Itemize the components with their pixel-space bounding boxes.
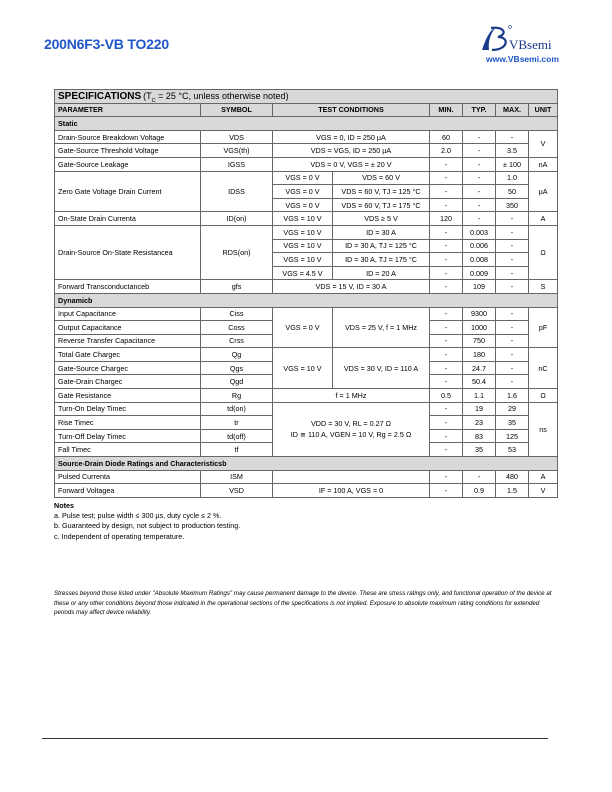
section-label: Static bbox=[55, 117, 558, 131]
section-diode bbox=[55, 457, 558, 471]
table-title-row bbox=[55, 90, 558, 104]
typ-cell: 109 bbox=[463, 280, 496, 294]
symbol-cell: gfs bbox=[201, 280, 273, 294]
condition-cell: VGS = 0 V bbox=[273, 307, 333, 348]
section-dynamic bbox=[55, 293, 558, 307]
section-static bbox=[55, 117, 558, 131]
min-cell: - bbox=[430, 334, 463, 348]
max-cell: ± 100 bbox=[496, 157, 529, 171]
condition-cell: VGS = 0 V bbox=[273, 198, 333, 212]
switching-condition-line: VDD = 30 V, RL = 0.27 Ω bbox=[311, 419, 391, 429]
max-cell: 53 bbox=[496, 443, 529, 457]
unit-cell: A bbox=[529, 470, 558, 484]
min-cell: - bbox=[430, 307, 463, 321]
typ-cell: 1000 bbox=[463, 321, 496, 335]
min-cell: - bbox=[430, 429, 463, 443]
typ-cell: - bbox=[463, 185, 496, 199]
min-cell: 120 bbox=[430, 212, 463, 226]
unit-cell: nA bbox=[529, 157, 558, 171]
max-cell: 29 bbox=[496, 402, 529, 416]
max-cell: - bbox=[496, 280, 529, 294]
condition-cell: VGS = 10 V bbox=[273, 348, 333, 389]
symbol-cell: Qgd bbox=[201, 375, 273, 389]
unit-cell: Ω bbox=[529, 225, 558, 279]
typ-cell: 35 bbox=[463, 443, 496, 457]
typ-cell: 1.1 bbox=[463, 389, 496, 403]
symbol-cell: Ciss bbox=[201, 307, 273, 321]
table-row bbox=[55, 212, 558, 226]
min-cell: - bbox=[430, 198, 463, 212]
min-cell: 2.0 bbox=[430, 144, 463, 158]
max-cell: 50 bbox=[496, 185, 529, 199]
min-cell: - bbox=[430, 348, 463, 362]
table-row bbox=[55, 225, 558, 239]
max-cell: - bbox=[496, 212, 529, 226]
typ-cell: 50.4 bbox=[463, 375, 496, 389]
condition-cell: f = 1 MHz bbox=[273, 389, 430, 403]
max-cell: 35 bbox=[496, 416, 529, 430]
min-cell: - bbox=[430, 239, 463, 253]
max-cell: - bbox=[496, 321, 529, 335]
typ-cell: 180 bbox=[463, 348, 496, 362]
parameter-cell: Gate-Source Threshold Voltage bbox=[55, 144, 201, 158]
min-cell: - bbox=[430, 185, 463, 199]
min-cell: - bbox=[430, 402, 463, 416]
min-cell: - bbox=[430, 321, 463, 335]
max-cell: 1.6 bbox=[496, 389, 529, 403]
max-cell: - bbox=[496, 307, 529, 321]
column-header-row bbox=[55, 103, 558, 117]
condition-cell: VGS = 4.5 V bbox=[273, 266, 333, 280]
parameter-cell: Gate-Source Leakage bbox=[55, 157, 201, 171]
col-header-parameter: PARAMETER bbox=[55, 103, 201, 117]
col-header-symbol: SYMBOL bbox=[201, 103, 273, 117]
unit-cell: S bbox=[529, 280, 558, 294]
unit-cell: Ω bbox=[529, 389, 558, 403]
symbol-cell: tr bbox=[201, 416, 273, 430]
note-c: c. Independent of operating temperature. bbox=[54, 531, 185, 541]
max-cell: - bbox=[496, 375, 529, 389]
table-condition: ($T_C = 25$ °C, unless otherwise noted) bbox=[143, 90, 289, 104]
table-row bbox=[55, 157, 558, 171]
max-cell: 1.5 bbox=[496, 484, 529, 498]
typ-cell: - bbox=[463, 171, 496, 185]
typ-cell: 19 bbox=[463, 402, 496, 416]
table-row bbox=[55, 130, 558, 144]
table-row bbox=[55, 307, 558, 321]
condition-cell: IF = 100 A, VGS = 0 bbox=[273, 484, 430, 498]
condition-cell: VDS = VGS, ID = 250 µA bbox=[273, 144, 430, 158]
parameter-cell: Rise Timec bbox=[55, 416, 201, 430]
max-cell: 480 bbox=[496, 470, 529, 484]
table-row bbox=[55, 389, 558, 403]
brand-name: VBsemi bbox=[509, 37, 552, 52]
unit-cell: µA bbox=[529, 171, 558, 212]
max-cell: - bbox=[496, 266, 529, 280]
min-cell: - bbox=[430, 375, 463, 389]
symbol-cell: Coss bbox=[201, 321, 273, 335]
typ-cell: 23 bbox=[463, 416, 496, 430]
vbsemi-logo bbox=[476, 24, 568, 66]
parameter-cell: Gate-Drain Chargec bbox=[55, 375, 201, 389]
parameter-cell: Fall Timec bbox=[55, 443, 201, 457]
parameter-cell: Forward Voltagea bbox=[55, 484, 201, 498]
notes-block bbox=[54, 501, 240, 542]
max-cell: - bbox=[496, 253, 529, 267]
parameter-cell: Forward Transconductanceb bbox=[55, 280, 201, 294]
max-cell: 3.5 bbox=[496, 144, 529, 158]
parameter-cell: Input Capacitance bbox=[55, 307, 201, 321]
min-cell: - bbox=[430, 484, 463, 498]
parameter-cell: Output Capacitance bbox=[55, 321, 201, 335]
min-cell: - bbox=[430, 225, 463, 239]
condition-cell: VGS = 0 V bbox=[273, 171, 333, 185]
parameter-cell: Turn-On Delay Timec bbox=[55, 402, 201, 416]
brand-url: www.VBsemi.com bbox=[486, 54, 559, 64]
condition-cell: VDS = 0 V, VGS = ± 20 V bbox=[273, 157, 430, 171]
symbol-cell: ISM bbox=[201, 470, 273, 484]
table-row bbox=[55, 348, 558, 362]
symbol-cell: Qg bbox=[201, 348, 273, 362]
parameter-cell: Drain-Source On-State Resistancea bbox=[55, 225, 201, 279]
condition-cell: VDS = 60 V bbox=[333, 171, 430, 185]
min-cell: - bbox=[430, 470, 463, 484]
max-cell: - bbox=[496, 239, 529, 253]
parameter-cell: Gate-Source Chargec bbox=[55, 361, 201, 375]
symbol-cell: ID(on) bbox=[201, 212, 273, 226]
max-cell: - bbox=[496, 361, 529, 375]
condition-cell: VGS = 10 V bbox=[273, 253, 333, 267]
condition-cell: ID = 30 A bbox=[333, 225, 430, 239]
table-row bbox=[55, 470, 558, 484]
condition-cell bbox=[273, 470, 430, 484]
condition-cell: VGS = 0 V bbox=[273, 185, 333, 199]
stress-disclaimer: Stresses beyond those listed under "Absolute Maximum Ratings" may cause permanent damage to the device. These are stress ratings only, and functional operation of the device at these or any other conditions beyond those indicated in the operational sections of the specifications is not implied. Exposure to absolute maximum rating conditions for extended periods may affect device reliability. bbox=[54, 590, 552, 616]
max-cell: - bbox=[496, 225, 529, 239]
specifications-table bbox=[54, 89, 558, 498]
section-label: Dynamicb bbox=[55, 293, 558, 307]
table-title: SPECIFICATIONS bbox=[58, 90, 142, 102]
typ-cell: - bbox=[463, 157, 496, 171]
table-row bbox=[55, 171, 558, 185]
table-row bbox=[55, 144, 558, 158]
min-cell: - bbox=[430, 157, 463, 171]
max-cell: 350 bbox=[496, 198, 529, 212]
col-header-typ: TYP. bbox=[463, 103, 496, 117]
max-cell: 125 bbox=[496, 429, 529, 443]
typ-cell: - bbox=[463, 212, 496, 226]
unit-cell: V bbox=[529, 130, 558, 157]
typ-cell: 0.006 bbox=[463, 239, 496, 253]
symbol-cell: RDS(on) bbox=[201, 225, 273, 279]
col-header-test-conditions: TEST CONDITIONS bbox=[273, 103, 430, 117]
typ-cell: - bbox=[463, 144, 496, 158]
document-title: 200N6F3-VB TO220 bbox=[44, 36, 169, 52]
condition-cell: VGS = 10 V bbox=[273, 225, 333, 239]
symbol-cell: IGSS bbox=[201, 157, 273, 171]
symbol-cell: td(on) bbox=[201, 402, 273, 416]
condition-cell: ID = 30 A, TJ = 125 °C bbox=[333, 239, 430, 253]
min-cell: 60 bbox=[430, 130, 463, 144]
unit-cell: V bbox=[529, 484, 558, 498]
min-cell: - bbox=[430, 280, 463, 294]
symbol-cell: VGS(th) bbox=[201, 144, 273, 158]
note-b: b. Guaranteed by design, not subject to production testing. bbox=[54, 521, 241, 531]
condition-cell: VDS = 25 V, f = 1 MHz bbox=[333, 307, 430, 348]
section-label: Source-Drain Diode Ratings and Characteristicsb bbox=[55, 457, 558, 471]
typ-cell: 9300 bbox=[463, 307, 496, 321]
parameter-cell: Turn-Off Delay Timec bbox=[55, 429, 201, 443]
unit-cell: ns bbox=[529, 402, 558, 456]
footer-divider bbox=[42, 738, 548, 739]
switching-condition-line: ID ≅ 110 A, VGEN = 10 V, Rg = 2.5 Ω bbox=[290, 430, 412, 440]
symbol-cell: td(off) bbox=[201, 429, 273, 443]
col-header-min: MIN. bbox=[430, 103, 463, 117]
parameter-cell: Zero Gate Voltage Drain Current bbox=[55, 171, 201, 212]
symbol-cell: VDS bbox=[201, 130, 273, 144]
table-row bbox=[55, 402, 558, 416]
min-cell: - bbox=[430, 253, 463, 267]
min-cell: - bbox=[430, 416, 463, 430]
parameter-cell: Drain-Source Breakdown Voltage bbox=[55, 130, 201, 144]
col-header-unit: UNIT bbox=[529, 103, 558, 117]
typ-cell: - bbox=[463, 198, 496, 212]
typ-cell: 0.009 bbox=[463, 266, 496, 280]
min-cell: 0.5 bbox=[430, 389, 463, 403]
min-cell: - bbox=[430, 266, 463, 280]
unit-cell: pF bbox=[529, 307, 558, 348]
condition-cell: VDS = 30 V, ID = 110 A bbox=[333, 348, 430, 389]
typ-cell: - bbox=[463, 470, 496, 484]
condition-cell: VGS = 10 V bbox=[273, 212, 333, 226]
condition-cell: VDS = 60 V, TJ = 175 °C bbox=[333, 198, 430, 212]
typ-cell: 0.9 bbox=[463, 484, 496, 498]
symbol-cell: tf bbox=[201, 443, 273, 457]
symbol-cell: IDSS bbox=[201, 171, 273, 212]
parameter-cell: Pulsed Currenta bbox=[55, 470, 201, 484]
parameter-cell: On-State Drain Currenta bbox=[55, 212, 201, 226]
min-cell: - bbox=[430, 171, 463, 185]
typ-cell: - bbox=[463, 130, 496, 144]
notes-heading: Notes bbox=[54, 501, 74, 510]
condition-cell: VGS = 0, ID = 250 µA bbox=[273, 130, 430, 144]
max-cell: - bbox=[496, 348, 529, 362]
condition-cell: ID = 20 A bbox=[333, 266, 430, 280]
condition-cell: VGS = 10 V bbox=[273, 239, 333, 253]
table-row bbox=[55, 484, 558, 498]
symbol-cell: Rg bbox=[201, 389, 273, 403]
max-cell: - bbox=[496, 334, 529, 348]
symbol-cell: Crss bbox=[201, 334, 273, 348]
symbol-cell: Qgs bbox=[201, 361, 273, 375]
note-a: a. Pulse test; pulse width ≤ 300 µs, duty cycle ≤ 2 %. bbox=[54, 511, 222, 521]
min-cell: - bbox=[430, 443, 463, 457]
table-row bbox=[55, 280, 558, 294]
parameter-cell: Gate Resistance bbox=[55, 389, 201, 403]
max-cell: 1.0 bbox=[496, 171, 529, 185]
switching-condition-cell bbox=[273, 402, 430, 456]
typ-cell: 83 bbox=[463, 429, 496, 443]
typ-cell: 750 bbox=[463, 334, 496, 348]
parameter-cell: Total Gate Chargec bbox=[55, 348, 201, 362]
symbol-cell: VSD bbox=[201, 484, 273, 498]
max-cell: - bbox=[496, 130, 529, 144]
condition-cell: VDS = 15 V, ID = 30 A bbox=[273, 280, 430, 294]
unit-cell: A bbox=[529, 212, 558, 226]
typ-cell: 24.7 bbox=[463, 361, 496, 375]
unit-cell: nC bbox=[529, 348, 558, 389]
condition-cell: ID = 30 A, TJ = 175 °C bbox=[333, 253, 430, 267]
typ-cell: 0.008 bbox=[463, 253, 496, 267]
col-header-max: MAX. bbox=[496, 103, 529, 117]
parameter-cell: Reverse Transfer Capacitance bbox=[55, 334, 201, 348]
min-cell: - bbox=[430, 361, 463, 375]
condition-cell: VDS = 60 V, TJ = 125 °C bbox=[333, 185, 430, 199]
typ-cell: 0.003 bbox=[463, 225, 496, 239]
condition-cell: VDS ≥ 5 V bbox=[333, 212, 430, 226]
